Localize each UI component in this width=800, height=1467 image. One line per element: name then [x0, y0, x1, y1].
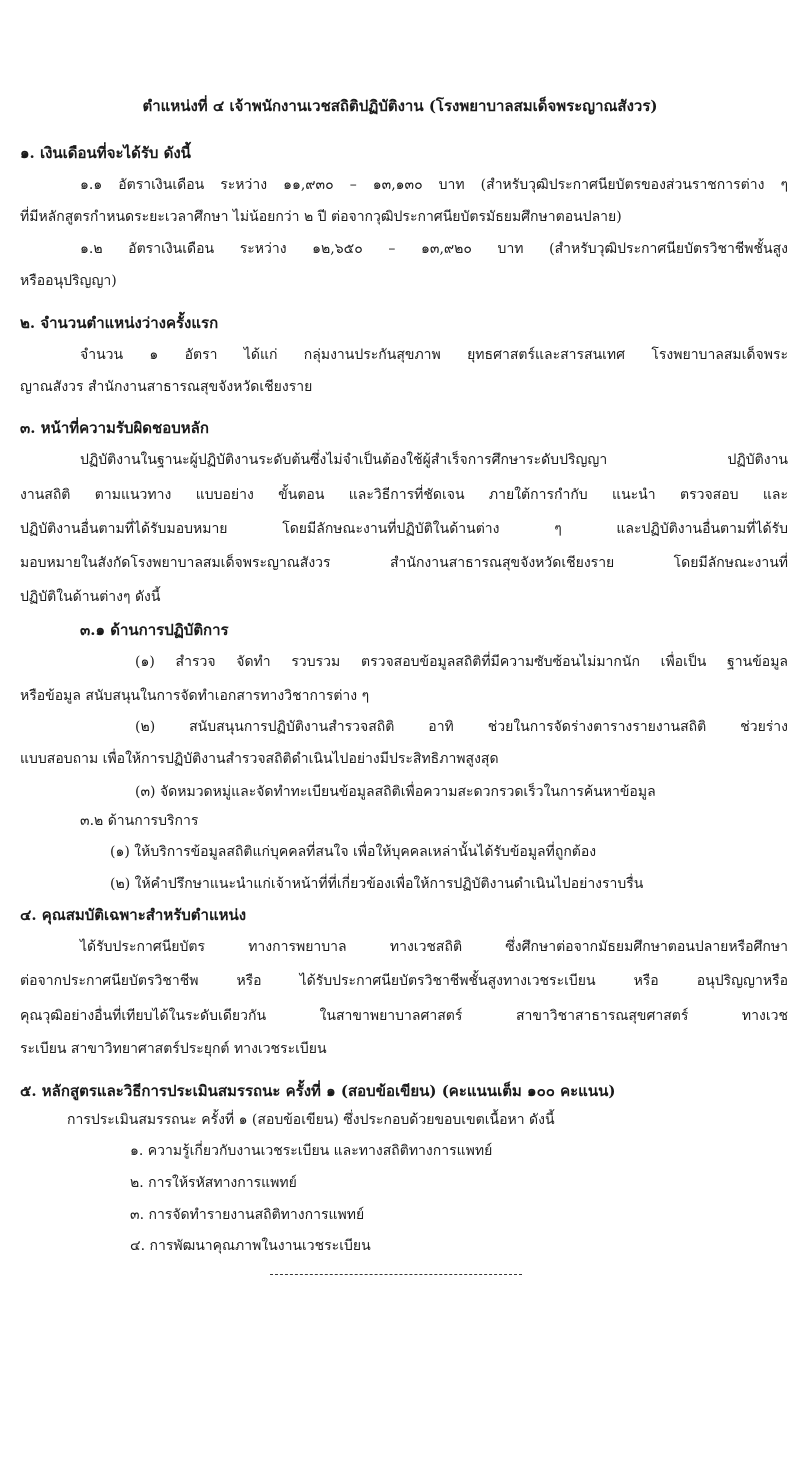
vacancy-line-1: จำนวน ๑ อัตรา ได้แก่ กลุ่มงานประกันสุขภาพ ยุทธศาสตร์และสารสนเทศ โรงพยาบาลสมเด็จพระ: [80, 347, 788, 363]
qualifications-line-1: ได้รับประกาศนียบัตร ทางการพยาบาล ทางเวชสถิติ ซึ่งศึกษาต่อจากมัธยมศึกษาตอนปลายหรือศึกษา: [80, 939, 788, 955]
operations-item-1-line-2: หรือข้อมูล สนับสนุนในการจัดทำเอกสารทางวิชาการต่าง ๆ: [20, 688, 370, 704]
duties-para-line-4: มอบหมายในสังกัดโรงพยาบาลสมเด็จพระญาณสังวร สำนักงานสาธารณสุขจังหวัดเชียงราย โดยมีลักษณะงานที่: [20, 555, 788, 571]
operations-heading: ๓.๑ ด้านการปฏิบัติการ: [80, 621, 229, 639]
end-divider: [270, 1274, 522, 1275]
operations-item-3: (๓) จัดหมวดหมู่และจัดทำทะเบียนข้อมูลสถิติเพื่อความสะดวกรวดเร็วในการค้นหาข้อมูล: [135, 784, 656, 800]
duties-para-line-1: ปฏิบัติงานในฐานะผู้ปฏิบัติงานระดับต้นซึ่งไม่จำเป็นต้องใช้ผู้สำเร็จการศึกษาระดับปริญญา ปฏิบัติงาน: [80, 452, 788, 468]
duties-para-line-3: ปฏิบัติงานอื่นตามที่ได้รับมอบหมาย โดยมีลักษณะงานที่ปฏิบัติในด้านต่าง ๆ และปฏิบัติงานอื่นตามที่ได้รับ: [20, 521, 788, 537]
duties-para-line-2: งานสถิติ ตามแนวทาง แบบอย่าง ขั้นตอน และวิธีการที่ชัดเจน ภายใต้การกำกับ แนะนำ ตรวจสอบ และ: [20, 487, 788, 503]
qualifications-heading: ๔. คุณสมบัติเฉพาะสำหรับตำแหน่ง: [20, 906, 247, 924]
service-heading: ๓.๒ ด้านการบริการ: [80, 813, 199, 829]
assessment-item-2: ๒. การให้รหัสทางการแพทย์: [130, 1175, 297, 1191]
assessment-item-4: ๔. การพัฒนาคุณภาพในงานเวชระเบียน: [130, 1238, 371, 1254]
salary-item-1-line-1: ๑.๑ อัตราเงินเดือน ระหว่าง ๑๑,๙๓๐ – ๑๓,๑๓๐ บาท (สำหรับวุฒิประกาศนียบัตรของส่วนราชการต่าง ๆ: [80, 177, 788, 193]
service-item-1: (๑) ให้บริการข้อมูลสถิติแก่บุคคลที่สนใจ เพื่อให้บุคคลเหล่านั้นได้รับข้อมูลที่ถูกต้อง: [110, 844, 597, 860]
operations-item-2-line-1: (๒) สนับสนุนการปฏิบัติงานสำรวจสถิติ อาทิ ช่วยในการจัดร่างตารางรายงานสถิติ ช่วยร่าง: [135, 719, 788, 735]
service-item-2: (๒) ให้คำปรึกษาแนะนำแก่เจ้าหน้าที่ที่เกี่ยวข้องเพื่อให้การปฏิบัติงานดำเนินไปอย่างราบรื่น: [110, 876, 644, 892]
qualifications-line-4: ระเบียน สาขาวิทยาศาสตร์ประยุกต์ ทางเวชระเบียน: [20, 1041, 327, 1057]
vacancy-heading: ๒. จำนวนตำแหน่งว่างครั้งแรก: [20, 314, 219, 332]
duties-heading: ๓. หน้าที่ความรับผิดชอบหลัก: [20, 419, 209, 437]
assessment-intro: การประเมินสมรรถนะ ครั้งที่ ๑ (สอบข้อเขียน) ซึ่งประกอบด้วยขอบเขตเนื้อหา ดังนี้: [67, 1112, 555, 1128]
document-title: ตำแหน่งที่ ๔ เจ้าพนักงานเวชสถิติปฏิบัติงาน (โรงพยาบาลสมเด็จพระญาณสังวร): [142, 97, 658, 115]
qualifications-line-3: คุณวุฒิอย่างอื่นที่เทียบได้ในระดับเดียวกัน ในสาขาพยาบาลศาสตร์ สาขาวิชาสาธารณสุขศาสตร์ ทางเวช: [20, 1008, 788, 1024]
assessment-item-1: ๑. ความรู้เกี่ยวกับงานเวชระเบียน และทางสถิติทางการแพทย์: [130, 1143, 493, 1159]
assessment-item-3: ๓. การจัดทำรายงานสถิติทางการแพทย์: [130, 1207, 365, 1223]
operations-item-1-line-1: (๑) สำรวจ จัดทำ รวบรวม ตรวจสอบข้อมูลสถิติที่มีความซับซ้อนไม่มากนัก เพื่อเป็น ฐานข้อมูล: [135, 654, 788, 670]
qualifications-line-2: ต่อจากประกาศนียบัตรวิชาชีพ หรือ ได้รับประกาศนียบัตรวิชาชีพชั้นสูงทางเวชระเบียน หรือ อนุปริญญาหรือ: [20, 973, 788, 989]
salary-heading: ๑. เงินเดือนที่จะได้รับ ดังนี้: [20, 144, 191, 162]
operations-item-2-line-2: แบบสอบถาม เพื่อให้การปฏิบัติงานสำรวจสถิติดำเนินไปอย่างมีประสิทธิภาพสูงสุด: [20, 751, 499, 767]
vacancy-line-2: ญาณสังวร สำนักงานสาธารณสุขจังหวัดเชียงราย: [20, 379, 313, 395]
salary-item-2-line-1: ๑.๒ อัตราเงินเดือน ระหว่าง ๑๒,๖๕๐ – ๑๓,๙๒๐ บาท (สำหรับวุฒิประกาศนียบัตรวิชาชีพชั้นสูง: [80, 241, 788, 257]
salary-item-1-line-2: ที่มีหลักสูตรกำหนดระยะเวลาศึกษา ไม่น้อยกว่า ๒ ปี ต่อจากวุฒิประกาศนียบัตรมัธยมศึกษาตอนปลาย): [20, 209, 622, 225]
duties-para-line-5: ปฏิบัติในด้านต่างๆ ดังนี้: [20, 589, 161, 605]
salary-item-2-line-2: หรืออนุปริญญา): [20, 273, 117, 289]
assessment-heading: ๕. หลักสูตรและวิธีการประเมินสมรรถนะ ครั้งที่ ๑ (สอบข้อเขียน) (คะแนนเต็ม ๑๐๐ คะแนน): [20, 1082, 616, 1100]
